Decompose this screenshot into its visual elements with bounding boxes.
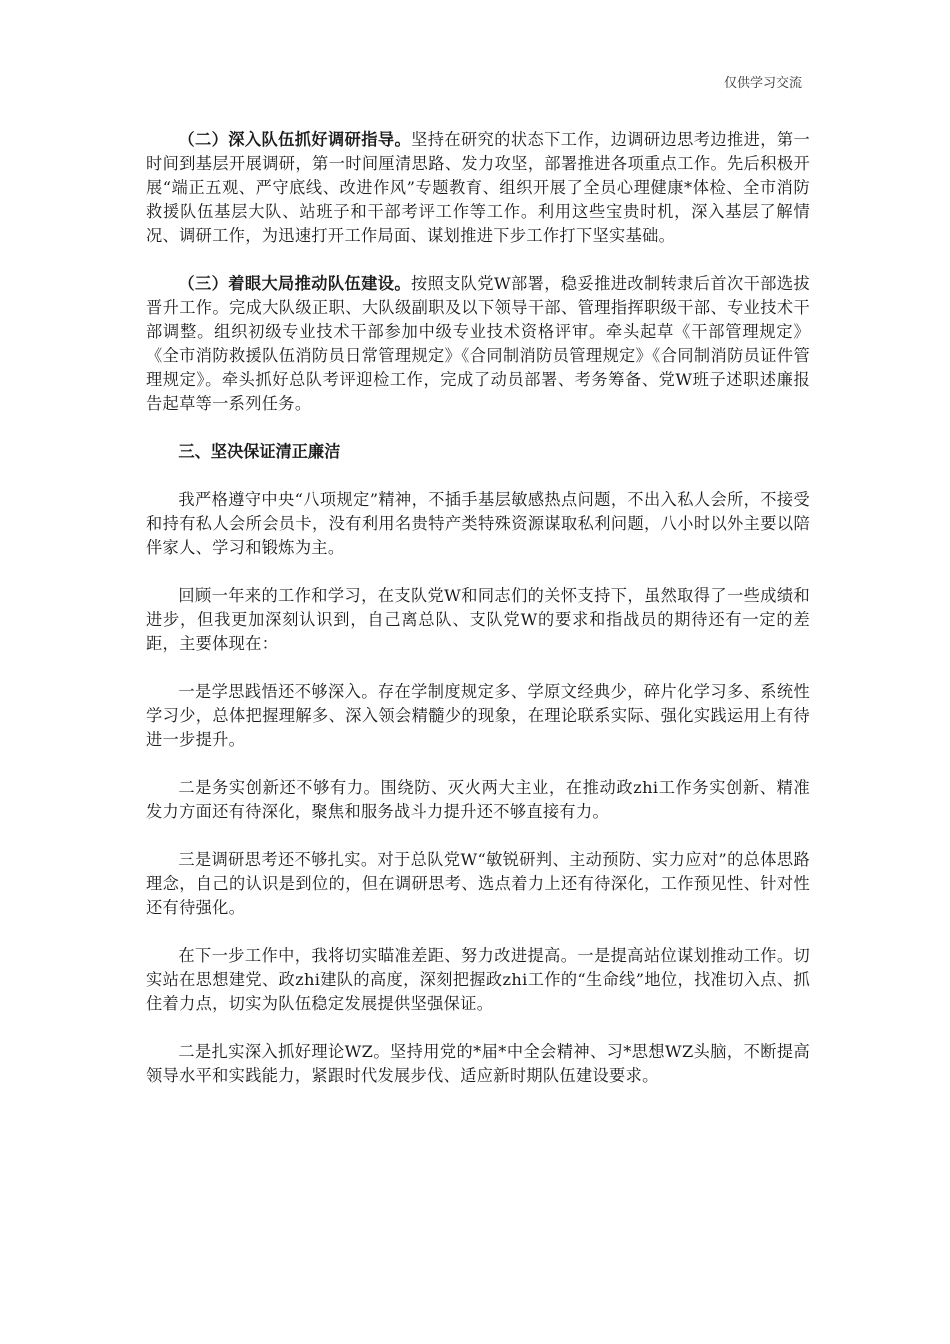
body-paragraph: 回顾一年来的工作和学习，在支队党W和同志们的关怀支持下，虽然取得了一些成绩和进步，但我更加深刻认识到，自己离总队、支队党W的要求和指战员的期待还有一定的差距，主要体现在： xyxy=(146,586,810,653)
body-paragraph: 二是务实创新还不够有力。围绕防、灭火两大主业，在推动政zhi工作务实创新、精准发力方面还有待深化，聚焦和服务战斗力提升还不够直接有力。 xyxy=(146,778,810,821)
paragraph-investigation-guidance xyxy=(146,128,810,248)
paragraph-lead: （三）着眼大局推动队伍建设。 xyxy=(178,274,411,293)
body-paragraph: 我严格遵守中央“八项规定”精神，不插手基层敏感热点问题，不出入私人会所，不接受和持有私人会所会员卡，没有利用名贵特产类特殊资源谋取私利问题，八小时以外主要以陪伴家人、学习和锻炼为主。 xyxy=(146,490,810,557)
body-paragraph: 二是扎实深入抓好理论WZ。坚持用党的*届*中全会精神、习*思想WZ头脑，不断提高领导水平和实践能力，紧跟时代发展步伐、适应新时期队伍建设要求。 xyxy=(146,1042,810,1085)
body-paragraph: 一是学思践悟还不够深入。存在学制度规定多、学原文经典少，碎片化学习多、系统性学习少，总体把握理解多、深入领会精髓少的现象，在理论联系实际、强化实践运用上有待进一步提升。 xyxy=(146,682,810,749)
paragraph-text: 按照支队党W部署，稳妥推进改制转隶后首次干部选拔晋升工作。完成大队级正职、大队级副职及以下领导干部、管理指挥职级干部、专业技术干部调整。组织初级专业技术干部参加中级专业技术资格评审。牵头起草《干部管理规定》《全市消防救援队伍消防员日常管理规定》《合同制消防员管理规定》《合同制消防员证件管理规定》。牵头抓好总队考评迎检工作，完成了动员部署、考务筹备、党W班子述职述廉报告起草等一系列任务。 xyxy=(146,274,810,413)
section-title: 三、坚决保证清正廉洁 xyxy=(178,442,341,461)
body-paragraph: 在下一步工作中，我将切实瞄准差距、努力改进提高。一是提高站位谋划推动工作。切实站在思想建党、政zhi建队的高度，深刻把握政zhi工作的“生命线”地位，找准切入点、抓住着力点，切实为队伍稳定发展提供坚强保证。 xyxy=(146,946,810,1013)
document-body xyxy=(146,128,810,1112)
paragraph-team-building xyxy=(146,272,810,416)
paragraph-lead: （二）深入队伍抓好调研指导。 xyxy=(178,130,412,149)
header-note: 仅供学习交流 xyxy=(723,76,802,91)
body-paragraph: 三是调研思考还不够扎实。对于总队党W“敏锐研判、主动预防、实力应对”的总体思路理念，自己的认识是到位的，但在调研思考、选点着力上还有待深化，工作预见性、针对性还有待强化。 xyxy=(146,850,810,917)
paragraph-text: 坚持在研究的状态下工作，边调研边思考边推进，第一时间到基层开展调研，第一时间厘清思路、发力攻坚，部署推进各项重点工作。先后积极开展“端正五观、严守底线、改进作风”专题教育、组织开展了全员心理健康*体检、全市消防救援队伍基层大队、站班子和干部考评工作等工作。利用这些宝贵时机，深入基层了解情况、调研工作，为迅速打开工作局面、谋划推进下步工作打下坚实基础。 xyxy=(146,130,810,245)
